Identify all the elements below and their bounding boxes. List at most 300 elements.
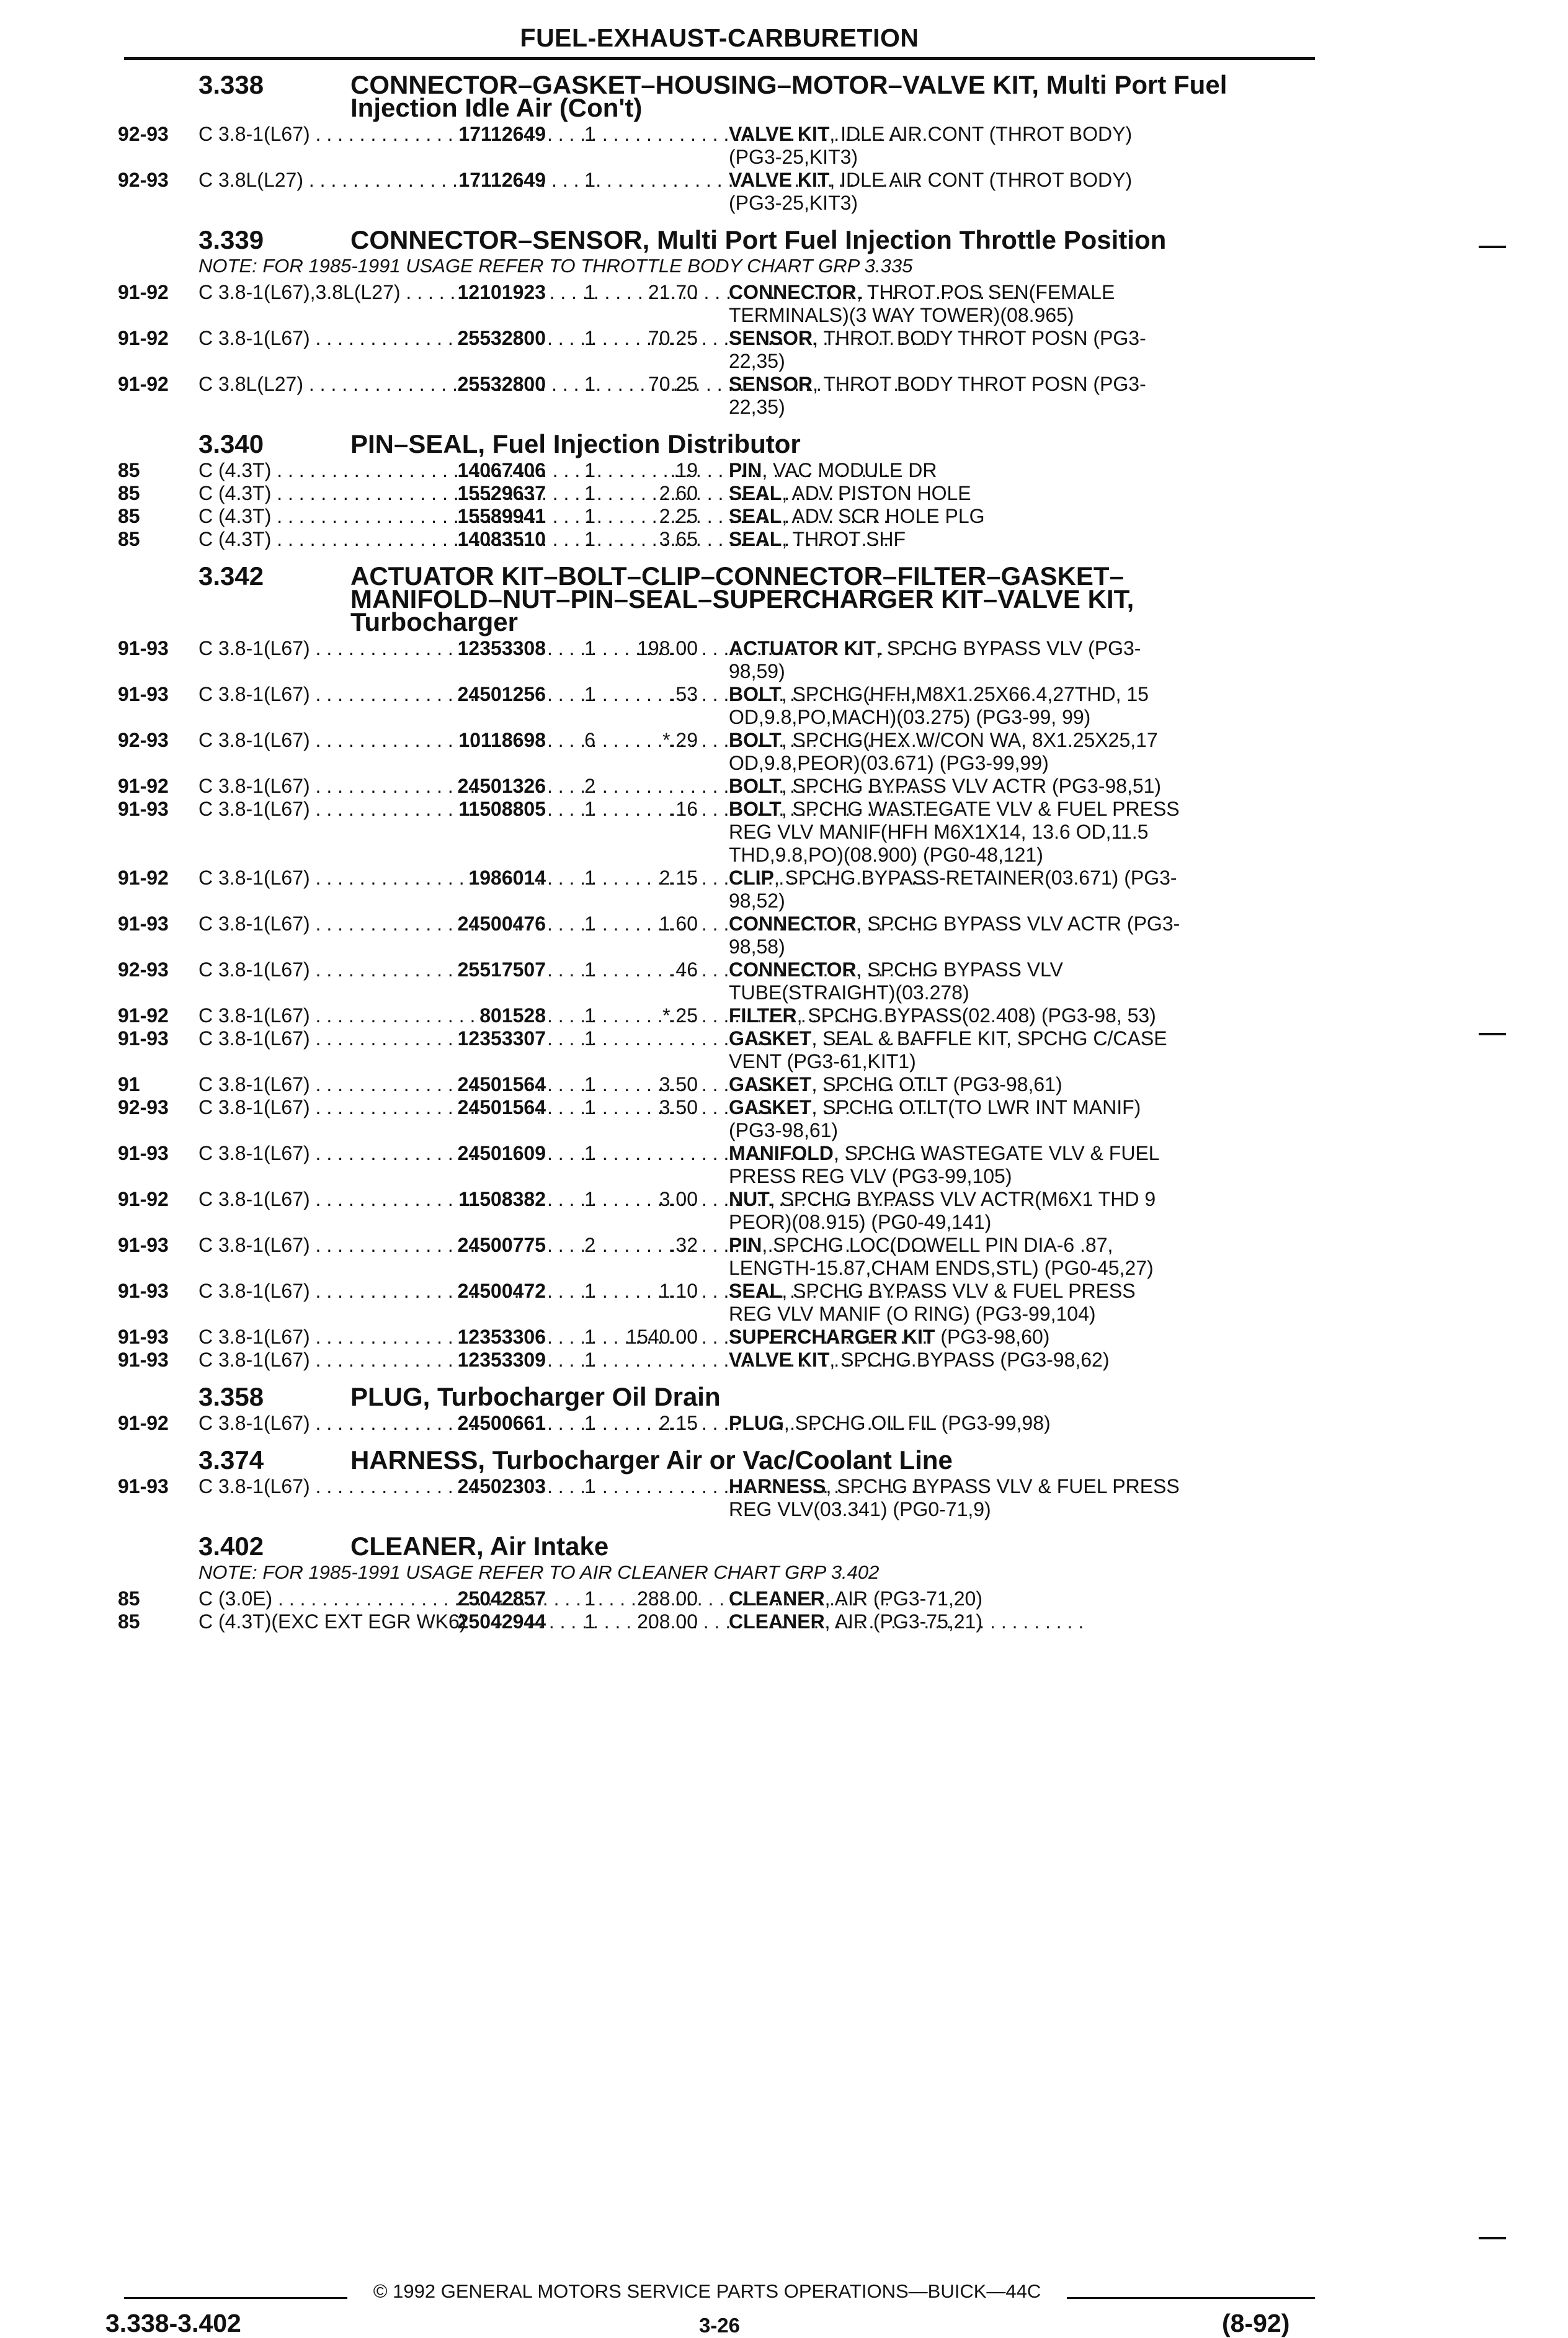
section-heading: [118, 70, 1315, 122]
quantity: 1: [584, 528, 595, 550]
part-name: GASKET: [729, 1096, 812, 1118]
model-years: 91-93: [118, 1234, 169, 1256]
part-number: 24500476: [457, 912, 546, 935]
engine-usage: C 3.8-1(L67) . . .: [198, 1073, 416, 1096]
part-detail: , SPCHG BYPASS VLV & FUEL PRESS REG VLV MANIF (O RING) (PG3-99,104): [729, 1280, 1136, 1325]
part-row: [118, 123, 1315, 169]
part-number: 24501609: [457, 1142, 546, 1164]
section-heading: [118, 561, 1315, 636]
catalog-section: [118, 561, 1315, 1372]
part-number: 15589941: [457, 505, 546, 527]
footer-copyright: © 1992 GENERAL MOTORS SERVICE PARTS OPERATIONS—BUICK—44C: [347, 2280, 1067, 2303]
part-row: [118, 867, 1315, 912]
part-description: [729, 912, 1182, 958]
section-number: 3.358: [198, 1382, 264, 1411]
part-description: [729, 327, 1182, 373]
part-number: 14067406: [457, 459, 546, 481]
section-title: PLUG, Turbocharger Oil Drain: [350, 1382, 721, 1411]
price: 198.00: [637, 637, 698, 659]
part-name: CLEANER: [729, 1587, 825, 1610]
engine-usage: C 3.8-1(L67) . . .: [198, 1412, 416, 1435]
part-name: VALVE KIT: [729, 123, 830, 145]
model-years: 92-93: [118, 958, 169, 981]
part-number: 24500661: [457, 1412, 546, 1434]
margin-mark: [1479, 1033, 1506, 1035]
part-description: [729, 1096, 1182, 1142]
engine-usage: C 3.8-1(L67) . . .: [198, 867, 416, 890]
page-title: FUEL-EXHAUST-CARBURETION: [520, 24, 919, 52]
part-name: CONNECTOR: [729, 281, 857, 303]
section-note: NOTE: FOR 1985-1991 USAGE REFER TO AIR CLEANER CHART GRP 3.402: [198, 1561, 880, 1583]
part-number: 14083510: [457, 528, 546, 550]
part-detail: , SPCHG(HEX W/CON WA, 8X1.25X25,17 OD,9.8,PEOR)(03.671) (PG3-99,99): [729, 729, 1158, 774]
catalog-section: [118, 1382, 1315, 1435]
quantity: 1: [584, 281, 595, 303]
price: 288.00: [637, 1587, 698, 1610]
engine-usage: C (4.3T)(EXC EXT EGR WK6) . . .: [198, 1610, 416, 1633]
part-detail: , SPCHG OTLT (PG3-98,61): [811, 1073, 1062, 1095]
part-number: 17112649: [458, 123, 546, 145]
part-description: [729, 1475, 1182, 1521]
part-name: SEAL: [729, 505, 782, 527]
part-number: 24501256: [457, 683, 546, 705]
part-name: FILTER: [729, 1004, 797, 1027]
part-detail: , SPCHG BYPASS VLV (PG3-98,59): [729, 637, 1141, 682]
model-years: 91-93: [118, 1280, 169, 1302]
quantity: 1: [584, 1027, 595, 1050]
engine-usage: C 3.8-1(L67) . . .: [198, 798, 416, 821]
model-years: 91-92: [118, 1188, 169, 1210]
section-heading: [118, 429, 1315, 458]
engine-usage: C 3.8-1(L67) . . .: [198, 327, 416, 350]
part-name: CONNECTOR: [729, 912, 857, 935]
part-number: 12353307: [457, 1027, 546, 1050]
parts-table: [118, 637, 1315, 1372]
part-name: PLUG: [729, 1412, 784, 1434]
part-number: 24502303: [457, 1475, 546, 1497]
price: 1.10: [659, 1280, 698, 1302]
model-years: 91-93: [118, 683, 169, 705]
part-name: PIN: [729, 459, 762, 481]
part-detail: , ADV SCR HOLE PLG: [782, 505, 985, 527]
part-row: [118, 729, 1315, 775]
part-row: [118, 1326, 1315, 1349]
quantity: 2: [584, 775, 595, 797]
part-detail: , SPCHG BYPASS-RETAINER(03.671) (PG3-98,52): [729, 867, 1177, 912]
part-detail: , SPCHG BYPASS VLV & FUEL PRESS REG VLV(03.341) (PG0-71,9): [729, 1475, 1180, 1520]
quantity: 1: [584, 123, 595, 145]
part-row: [118, 1188, 1315, 1234]
part-row: [118, 373, 1315, 419]
part-name: SENSOR: [729, 327, 813, 349]
engine-usage: C 3.8-1(L67) . . .: [198, 1027, 416, 1050]
part-row: [118, 459, 1315, 482]
quantity: 1: [584, 1412, 595, 1434]
part-detail: , SPCHG BYPASS VLV ACTR (PG3-98,58): [729, 912, 1180, 958]
model-years: 91-93: [118, 1027, 169, 1050]
part-row: [118, 1475, 1315, 1521]
part-description: [729, 1234, 1182, 1280]
part-description: [729, 798, 1182, 867]
catalog-section: [118, 429, 1315, 551]
price: .19: [670, 459, 698, 481]
part-detail: , THROT BODY THROT POSN (PG3-22,35): [729, 327, 1146, 372]
engine-usage: C 3.8-1(L67) . . .: [198, 775, 416, 798]
engine-usage: C 3.8-1(L67) . . .: [198, 123, 416, 146]
parts-listing: [118, 70, 1315, 1633]
engine-usage: C 3.8-1(L67) . . .: [198, 1475, 416, 1498]
part-detail: , SPCHG BYPASS VLV TUBE(STRAIGHT)(03.278): [729, 958, 1063, 1004]
model-years: 92-93: [118, 123, 169, 145]
part-number: 24501564: [457, 1096, 546, 1118]
part-detail: , SPCHG LOC(DOWELL PIN DIA-6 .87, LENGTH-15.87,CHAM ENDS,STL) (PG0-45,27): [729, 1234, 1154, 1279]
part-description: [729, 1412, 1182, 1435]
part-detail: , SEAL & BAFFLE KIT, SPCHG C/CASE VENT (PG3-61,KIT1): [729, 1027, 1167, 1073]
engine-usage: C 3.8-1(L67) . . .: [198, 1280, 416, 1303]
part-number: 24500775: [457, 1234, 546, 1256]
part-description: [729, 1326, 1182, 1349]
model-years: 85: [118, 459, 140, 481]
part-row: [118, 505, 1315, 528]
part-number: 24501326: [457, 775, 546, 797]
part-description: [729, 1610, 1182, 1633]
part-name: GASKET: [729, 1073, 812, 1095]
section-number: 3.340: [198, 429, 264, 458]
part-number: 11508382: [458, 1188, 546, 1210]
part-description: [729, 1587, 1182, 1610]
engine-usage: C 3.8-1(L67) . . .: [198, 958, 416, 981]
engine-usage: C 3.8-1(L67) . . .: [198, 912, 416, 935]
engine-usage: C 3.8-1(L67) . . .: [198, 1096, 416, 1119]
price: 2.15: [659, 867, 698, 889]
part-name: PIN: [729, 1234, 762, 1256]
part-description: [729, 637, 1182, 683]
price: 1540.00: [626, 1326, 698, 1348]
quantity: 1: [584, 1004, 595, 1027]
part-name: SEAL: [729, 1280, 782, 1302]
catalog-section: [118, 1445, 1315, 1521]
part-row: [118, 1142, 1315, 1188]
price: 3.50: [659, 1096, 698, 1118]
quantity: 1: [584, 1326, 595, 1348]
engine-usage: C 3.8L(L27) . . .: [198, 169, 416, 192]
part-detail: , VAC MODULE DR: [762, 459, 937, 481]
price: 2.60: [659, 482, 698, 504]
price: 3.00: [659, 1188, 698, 1210]
section-number: 3.402: [198, 1532, 264, 1561]
part-name: BOLT: [729, 729, 782, 751]
section-heading: [118, 1532, 1315, 1561]
part-detail: , SPCHG BYPASS(02.408) (PG3-98, 53): [796, 1004, 1156, 1027]
part-description: [729, 373, 1182, 419]
part-description: [729, 505, 1182, 528]
engine-usage: C 3.8-1(L67),3.8L(L27) . . .: [198, 281, 416, 304]
part-row: [118, 637, 1315, 683]
part-row: [118, 1004, 1315, 1027]
part-detail: , IDLE AIR CONT (THROT BODY) (PG3-25,KIT3): [729, 123, 1133, 168]
part-row: [118, 281, 1315, 327]
part-row: [118, 1027, 1315, 1073]
part-name: VALVE KIT: [729, 1349, 830, 1371]
section-number: 3.342: [198, 561, 264, 591]
quantity: 1: [584, 1188, 595, 1210]
parts-table: [118, 1412, 1315, 1435]
model-years: 91-93: [118, 912, 169, 935]
price: 70.25: [648, 327, 698, 349]
model-years: 91-93: [118, 1326, 169, 1348]
section-heading: [118, 1382, 1315, 1411]
margin-mark: [1479, 2237, 1506, 2239]
model-years: 92-93: [118, 1096, 169, 1118]
engine-usage: C 3.8L(L27) . . .: [198, 373, 416, 396]
price: .32: [670, 1234, 698, 1256]
part-row: [118, 1234, 1315, 1280]
part-name: VALVE KIT: [729, 169, 830, 191]
part-description: [729, 958, 1182, 1004]
part-name: ACTUATOR KIT: [729, 637, 876, 659]
model-years: 91-92: [118, 1412, 169, 1434]
model-years: 91-93: [118, 798, 169, 820]
model-years: 85: [118, 1610, 140, 1633]
part-detail: , THROT SHF: [782, 528, 906, 550]
section-title: PIN–SEAL, Fuel Injection Distributor: [350, 429, 801, 458]
section-number: 3.338: [198, 70, 264, 99]
price: 208.00: [637, 1610, 698, 1633]
part-detail: (PG3-98,60): [935, 1326, 1050, 1348]
section-title: ACTUATOR KIT–BOLT–CLIP–CONNECTOR–FILTER–GASKET–MANIFOLD–NUT–PIN–SEAL–SUPERCHARGER KIT–VALVE KIT, Turbocharger: [350, 561, 1134, 636]
part-number: 12353309: [457, 1349, 546, 1371]
part-number: 25042857: [457, 1587, 546, 1610]
part-description: [729, 867, 1182, 912]
model-years: 85: [118, 528, 140, 550]
part-name: BOLT: [729, 775, 782, 797]
part-description: [729, 1188, 1182, 1234]
footer-page-number: 3-26: [698, 2314, 741, 2337]
part-number: 24501564: [457, 1073, 546, 1095]
part-number: 25532800: [457, 373, 546, 395]
quantity: 1: [584, 1587, 595, 1610]
part-name: CLEANER: [729, 1610, 825, 1633]
parts-table: [118, 459, 1315, 551]
section-title: CONNECTOR–GASKET–HOUSING–MOTOR–VALVE KIT, Multi Port Fuel Injection Idle Air (Con't): [350, 70, 1227, 122]
part-description: [729, 683, 1182, 729]
part-row: [118, 1587, 1315, 1610]
engine-usage: C (4.3T) . . .: [198, 528, 416, 551]
quantity: 1: [584, 1610, 595, 1633]
model-years: 92-93: [118, 729, 169, 751]
part-name: SUPERCHARGER KIT: [729, 1326, 935, 1348]
part-detail: , AIR (PG3-71,20): [824, 1587, 982, 1610]
footer-revision-date: (8-92): [1222, 2309, 1290, 2337]
catalog-section: [118, 70, 1315, 215]
part-name: CLIP: [729, 867, 774, 889]
part-number: 25532800: [457, 327, 546, 349]
part-name: SEAL: [729, 482, 782, 504]
part-detail: , SPCHG OTLT(TO LWR INT MANIF) (PG3-98,61): [729, 1096, 1141, 1141]
part-name: MANIFOLD: [729, 1142, 834, 1164]
footer-rule-right: [1067, 2297, 1315, 2299]
engine-usage: C 3.8-1(L67) . . .: [198, 1142, 416, 1165]
quantity: 1: [584, 912, 595, 935]
engine-usage: C (4.3T) . . .: [198, 482, 416, 505]
engine-usage: C 3.8-1(L67) . . .: [198, 1004, 416, 1027]
price: 2.25: [659, 505, 698, 527]
engine-usage: C (4.3T) . . .: [198, 459, 416, 482]
part-row: [118, 775, 1315, 798]
quantity: 1: [584, 169, 595, 191]
price: 1.60: [659, 912, 698, 935]
section-title: CLEANER, Air Intake: [350, 1532, 609, 1561]
model-years: 92-93: [118, 169, 169, 191]
part-description: [729, 281, 1182, 327]
quantity: 1: [584, 505, 595, 527]
part-detail: , SPCHG BYPASS VLV ACTR (PG3-98,51): [781, 775, 1162, 797]
model-years: 85: [118, 505, 140, 527]
part-description: [729, 1073, 1182, 1096]
part-row: [118, 798, 1315, 867]
part-detail: , IDLE AIR CONT (THROT BODY) (PG3-25,KIT3): [729, 169, 1133, 214]
model-years: 91-92: [118, 327, 169, 349]
part-row: [118, 1610, 1315, 1633]
engine-usage: C (4.3T) . . .: [198, 505, 416, 528]
part-detail: , SPCHG WASTEGATE VLV & FUEL PRESS REG VLV (PG3-99,105): [729, 1142, 1159, 1187]
section-heading: [118, 225, 1315, 254]
part-number: 12353306: [457, 1326, 546, 1348]
model-years: 91-92: [118, 281, 169, 303]
quantity: 1: [584, 327, 595, 349]
price: .46: [670, 958, 698, 981]
quantity: 1: [584, 867, 595, 889]
price: *.25: [662, 1004, 698, 1027]
part-description: [729, 123, 1182, 169]
part-number: 25517507: [457, 958, 546, 981]
quantity: 1: [584, 637, 595, 659]
part-description: [729, 459, 1182, 482]
quantity: 1: [584, 1280, 595, 1302]
quantity: 1: [584, 798, 595, 820]
quantity: 1: [584, 683, 595, 705]
part-name: SENSOR: [729, 373, 813, 395]
part-name: NUT: [729, 1188, 770, 1210]
section-number: 3.374: [198, 1445, 264, 1475]
part-description: [729, 169, 1182, 215]
part-row: [118, 1280, 1315, 1326]
model-years: 91-93: [118, 637, 169, 659]
part-detail: , THROT BODY THROT POSN (PG3-22,35): [729, 373, 1146, 418]
quantity: 1: [584, 1073, 595, 1095]
engine-usage: C 3.8-1(L67) . . .: [198, 637, 416, 660]
part-row: [118, 683, 1315, 729]
part-row: [118, 912, 1315, 958]
model-years: 91-93: [118, 1475, 169, 1497]
part-description: [729, 528, 1182, 551]
part-name: SEAL: [729, 528, 782, 550]
model-years: 91-92: [118, 867, 169, 889]
parts-table: [118, 1475, 1315, 1521]
quantity: 1: [584, 958, 595, 981]
part-description: [729, 1349, 1182, 1372]
model-years: 91-92: [118, 1004, 169, 1027]
part-description: [729, 1280, 1182, 1326]
part-name: HARNESS: [729, 1475, 826, 1497]
model-years: 91-92: [118, 373, 169, 395]
model-years: 85: [118, 482, 140, 504]
part-number: 25042944: [457, 1610, 546, 1633]
parts-table: [118, 281, 1315, 419]
part-row: [118, 1412, 1315, 1435]
section-number: 3.339: [198, 225, 264, 254]
part-description: [729, 775, 1182, 798]
part-name: BOLT: [729, 683, 782, 705]
price: .16: [670, 798, 698, 820]
part-detail: , SPCHG BYPASS VLV ACTR(M6X1 THD 9 PEOR)(08.915) (PG0-49,141): [729, 1188, 1156, 1233]
quantity: 1: [584, 459, 595, 481]
part-row: [118, 1349, 1315, 1372]
footer-group-range: 3.338-3.402: [105, 2309, 241, 2337]
footer-rule-left: [124, 2297, 347, 2299]
part-number: 11508805: [458, 798, 546, 820]
part-row: [118, 1073, 1315, 1096]
part-detail: , ADV PISTON HOLE: [782, 482, 971, 504]
part-detail: , SPCHG WASTEGATE VLV & FUEL PRESS REG VLV MANIF(HFH M6X1X14, 13.6 OD,11.5 THD,9.8,PO)(08.900) (PG0-48,121): [729, 798, 1180, 866]
section-heading: [118, 1445, 1315, 1475]
engine-usage: C 3.8-1(L67) . . .: [198, 1326, 416, 1349]
header-rule: [124, 57, 1315, 60]
engine-usage: C 3.8-1(L67) . . .: [198, 1234, 416, 1257]
quantity: 1: [584, 373, 595, 395]
part-row: [118, 958, 1315, 1004]
engine-usage: C 3.8-1(L67) . . .: [198, 1188, 416, 1211]
part-description: [729, 729, 1182, 775]
engine-usage: C 3.8-1(L67) . . .: [198, 729, 416, 752]
part-description: [729, 1027, 1182, 1073]
engine-usage: C (3.0E) . . .: [198, 1587, 416, 1610]
part-detail: , AIR (PG3-75,21): [824, 1610, 982, 1633]
engine-usage: C 3.8-1(L67) . . .: [198, 683, 416, 706]
quantity: 1: [584, 1349, 595, 1371]
quantity: 2: [584, 1234, 595, 1256]
model-years: 91-93: [118, 1349, 169, 1371]
price: 3.50: [659, 1073, 698, 1095]
parts-table: [118, 1587, 1315, 1633]
part-row: [118, 1096, 1315, 1142]
part-row: [118, 482, 1315, 505]
model-years: 91-92: [118, 775, 169, 797]
part-description: [729, 1142, 1182, 1188]
engine-usage: C 3.8-1(L67) . . .: [198, 1349, 416, 1372]
model-years: 91: [118, 1073, 140, 1095]
quantity: 1: [584, 1142, 595, 1164]
model-years: 85: [118, 1587, 140, 1610]
price: *.29: [662, 729, 698, 751]
section-note: NOTE: FOR 1985-1991 USAGE REFER TO THROTTLE BODY CHART GRP 3.335: [198, 255, 913, 277]
part-number: 10118698: [458, 729, 546, 751]
part-row: [118, 528, 1315, 551]
price: 21.70: [648, 281, 698, 303]
part-number: 12101923: [457, 281, 546, 303]
part-detail: , THROT POS SEN(FEMALE TERMINALS)(3 WAY TOWER)(08.965): [729, 281, 1115, 326]
part-detail: , SPCHG BYPASS (PG3-98,62): [829, 1349, 1110, 1371]
quantity: 1: [584, 482, 595, 504]
price: 2.15: [659, 1412, 698, 1434]
margin-mark: [1479, 246, 1506, 248]
model-years: 91-93: [118, 1142, 169, 1164]
parts-table: [118, 123, 1315, 215]
price: 70.25: [648, 373, 698, 395]
part-description: [729, 1004, 1182, 1027]
part-number: 17112649: [458, 169, 546, 191]
part-detail: , SPCHG OIL FIL (PG3-99,98): [783, 1412, 1051, 1434]
